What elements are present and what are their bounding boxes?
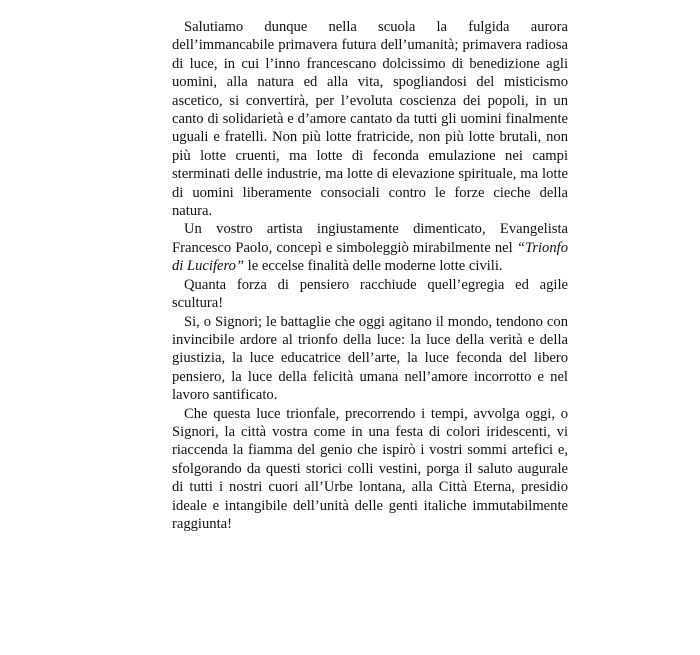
paragraph-scultura: Quanta forza di pensiero racchiude quell’egregia ed agile scultura!	[172, 276, 568, 312]
paragraph-battaglie: Si, o Signori; le battaglie che oggi agitano il mondo, tendono con invincibile ardore al trionfo della luce: la luce della verità e della giustizia, la luce educatrice dell’arte, la luce feconda del libero pensiero, la luce della felicità umana nell’amore incorrotto e nel lavoro santificato.	[172, 313, 568, 404]
paragraph-artista-text-start: Un vostro artista ingiustamente dimenticato, Evangelista Francesco Paolo, concepì e simboleggiò mirabilmente nel	[172, 221, 568, 256]
paragraph-artista-text-end: le eccelse finalità delle moderne lotte civili.	[244, 258, 503, 275]
paragraph-luce-trionfale: Che questa luce trionfale, precorrendo i tempi, avvolga oggi, o Signori, la città vostra come in una festa di colori iridescenti, vi riaccenda la fiamma del genio che ispirò i vostri sommi artefici e, sfolgorando da questi storici colli vestini, porga il saluto augurale di tutti i nostri cuori all’Urbe lontana, alla Città Eterna, presidio ideale e intangibile dell’unità delle genti italiche immutabilmente raggiunta!	[172, 405, 568, 532]
paragraph-artista	[172, 220, 568, 275]
document-page	[172, 18, 568, 533]
artwork-title: “Trionfo di Lucifero”	[172, 239, 568, 275]
paragraph-aurora: Salutiamo dunque nella scuola la fulgida aurora dell’immancabile primavera futura dell’umanità; primavera radiosa di luce, in cui l’inno francescano dolcissimo di benedizione agli uomini, alla natura ed alla vita, spogliandosi del misticismo ascetico, si convertirà, per l’evoluta coscienza dei popoli, in un canto di solidarietà e d’amore cantato da tutti gli uomini finalmente uguali e fratelli. Non più lotte fratricide, non più lotte brutali, non più lotte cruenti, ma lotte di feconda emulazione nei campi sterminati delle industrie, ma lotte di elevazione spirituale, ma lotte di uomini liberamente consociali contro le forze cieche della natura.	[172, 19, 568, 220]
